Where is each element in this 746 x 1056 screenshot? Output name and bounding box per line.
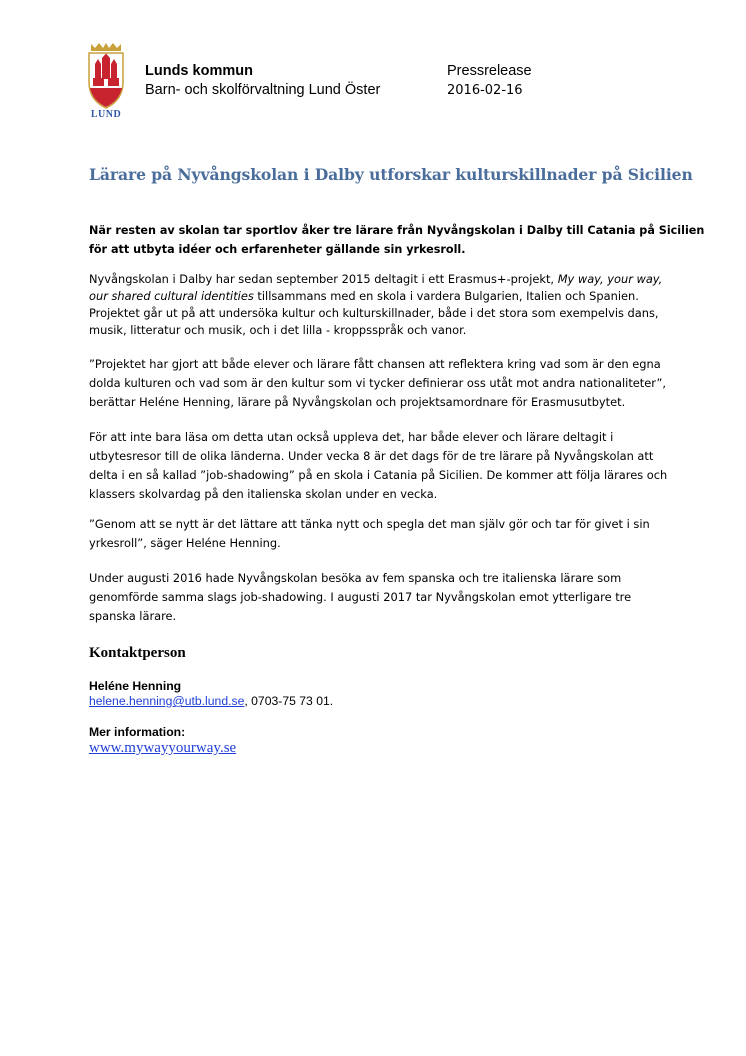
paragraph-line: ”Genom att se nytt är det lättare att tänka nytt och spegla det man själv gör och tar för givet i sin — [89, 517, 650, 531]
paragraph-line: klassers skolvardag på den italienska skolan under en vecka. — [89, 487, 438, 501]
paragraph-line: Under augusti 2016 hade Nyvångskolan besöka av fem spanska och tre italienska lärare som — [89, 571, 622, 585]
paragraph-line: spanska lärare. — [89, 609, 177, 623]
organization-name: Lunds kommun — [145, 63, 253, 79]
contact-name: Heléne Henning — [89, 679, 182, 693]
paragraph-line — [89, 288, 659, 305]
body-paragraph-4 — [89, 515, 659, 553]
lead-line: När resten av skolan tar sportlov åker tre lärare från Nyvångskolan i Dalby till Catania på Sicilien — [89, 224, 705, 237]
contact-heading: Kontaktperson — [89, 645, 186, 661]
paragraph-line: utbytesresor till de olika länderna. Under vecka 8 är det dags för de tre lärare på Nyvångskolan att — [89, 449, 654, 463]
paragraph-line: berättar Heléne Henning, lärare på Nyvångskolan och projektsamordnare för Erasmusutbytet. — [89, 395, 626, 409]
paragraph-line: Projektet går ut på att undersöka kultur och kulturskillnader, både i det stora som exempelvis dans, — [89, 306, 659, 320]
document-type: Pressrelease — [447, 63, 532, 79]
paragraph-text: tillsammans med en skola i vardera Bulgarien, Italien och Spanien. — [253, 289, 639, 303]
department-name: Barn- och skolförvaltning Lund Öster — [145, 82, 381, 98]
project-name-part: My way, your way, — [557, 272, 663, 286]
contact-phone: , 0703-75 73 01. — [244, 694, 334, 708]
lead-line: för att utbyta idéer och erfarenheter gällande sin yrkesroll. — [89, 243, 466, 256]
more-info-label: Mer information: — [89, 725, 186, 739]
lund-coat-of-arms-logo — [84, 42, 128, 122]
contact-details — [89, 694, 333, 708]
logo-word: LUND — [90, 109, 122, 120]
paragraph-line: musik, litteratur och musik, och i det lilla - kroppsspråk och vanor. — [89, 323, 467, 337]
body-paragraph-3 — [89, 428, 668, 504]
lead-paragraph — [89, 221, 705, 259]
paragraph-line: dolda kulturen och vad som är den kultur som vi tycker definierar oss utåt mot andra nationaliteter”, — [89, 376, 666, 390]
more-info-line — [89, 740, 236, 757]
paragraph-line: genomförde samma slags job-shadowing. I augusti 2017 tar Nyvångskolan emot ytterligare tre — [89, 590, 632, 604]
paragraph-text: Nyvångskolan i Dalby har sedan september 2015 deltagit i ett Erasmus+-projekt, — [89, 272, 558, 286]
paragraph-line: delta i en så kallad ”job-shadowing” på en skola i Catania på Sicilien. De kommer att följa lärares och — [89, 468, 668, 482]
body-paragraph-2 — [89, 355, 666, 412]
coat-of-arms-icon — [84, 42, 128, 110]
paragraph-line: För att inte bara läsa om detta utan också uppleva det, har både elever och lärare deltagit i — [89, 430, 614, 444]
press-release-title: Lärare på Nyvångskolan i Dalby utforskar kulturskillnader på Sicilien — [89, 165, 693, 184]
paragraph-line: yrkesroll”, säger Heléne Henning. — [89, 536, 281, 550]
document-date: 2016-02-16 — [447, 83, 523, 98]
project-name-part: our shared cultural identities — [89, 289, 254, 303]
website-link[interactable]: www.mywayyourway.se — [89, 740, 237, 756]
body-paragraph-5 — [89, 569, 659, 626]
body-paragraph-1 — [89, 271, 663, 339]
contact-email-link[interactable]: helene.henning@utb.lund.se — [89, 694, 245, 708]
paragraph-line — [89, 271, 663, 288]
paragraph-line: ”Projektet har gjort att både elever och lärare fått chansen att reflektera kring vad som är den egna — [89, 357, 661, 371]
